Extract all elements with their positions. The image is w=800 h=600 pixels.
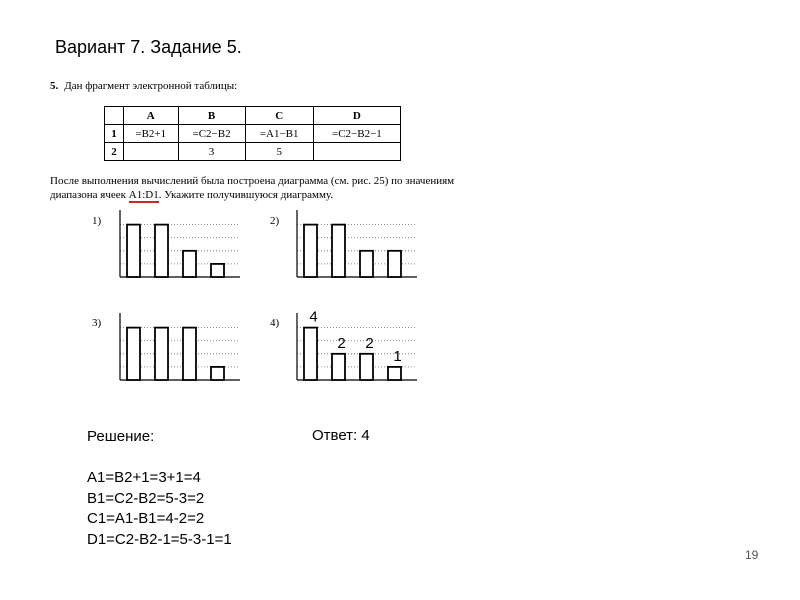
- solution-line-b1: B1=C2-B2=5-3=2: [87, 489, 205, 507]
- cell-c2: 5: [245, 143, 313, 161]
- chart-4-label: 4): [270, 317, 280, 329]
- chart-3-bar-b1: [155, 328, 168, 380]
- question-range: A1:D1: [128, 189, 159, 201]
- question-part-2: . Укажите получившуюся диаграмму.: [158, 189, 334, 201]
- solution-heading: Решение:: [87, 428, 155, 445]
- column-header-a: A: [124, 107, 179, 125]
- chart-3-bar-a1: [127, 328, 140, 380]
- chart-1-bar-c1: [183, 251, 196, 277]
- chart-1-bar-d1: [211, 264, 224, 277]
- chart-4-value-label: 2: [365, 334, 374, 352]
- chart-4-bar-a1: [304, 328, 317, 380]
- row-header-2: 2: [105, 143, 124, 161]
- chart-4-value-label: 1: [393, 347, 402, 365]
- chart-2-bar-b1: [332, 225, 345, 277]
- chart-4-value-label: 2: [337, 334, 346, 352]
- column-header-c: C: [245, 107, 313, 125]
- chart-4-bar-b1: [332, 354, 345, 380]
- chart-4-bar-c1: [360, 354, 373, 380]
- solution-spacer: [87, 448, 232, 469]
- question-part-1: После выполнения вычислений была построена диаграмма (см. рис. 25) по значениям диапазона ячеек: [50, 175, 455, 201]
- chart-2-bar-c1: [360, 251, 373, 277]
- cell-b2: 3: [178, 143, 245, 161]
- solution-line-c1: C1=A1-B1=4-2=2: [87, 510, 205, 527]
- cell-c1: =A1−B1: [245, 125, 313, 143]
- cell-b1: =C2−B2: [178, 125, 245, 143]
- solution-line-d1: D1=C2-B2-1=5-3-1=1: [87, 530, 232, 548]
- chart-1-bar-a1: [127, 225, 140, 277]
- task-intro-text: Дан фрагмент электронной таблицы:: [64, 80, 238, 92]
- chart-4-bar-d1: [388, 367, 401, 380]
- cell-a1: =B2+1: [124, 125, 179, 143]
- chart-3-bar-d1: [211, 367, 224, 380]
- chart-3-bar-c1: [183, 328, 196, 380]
- chart-2-bar-a1: [304, 225, 317, 277]
- row-header-1: 1: [105, 125, 124, 143]
- column-header-d: D: [313, 107, 400, 125]
- chart-2-label: 2): [270, 215, 280, 227]
- chart-1-label: 1): [92, 215, 102, 227]
- solution-line-a1: A1=B2+1=3+1=4: [87, 469, 201, 486]
- solution-block: [87, 427, 232, 550]
- column-header-b: B: [178, 107, 245, 125]
- page-number: 19: [745, 548, 759, 562]
- chart-2-bar-d1: [388, 251, 401, 277]
- task-number: 5.: [50, 80, 59, 92]
- chart-3-label: 3): [92, 317, 102, 329]
- chart-1-bar-b1: [155, 225, 168, 277]
- cell-d1: =C2−B2−1: [313, 125, 400, 143]
- chart-4-value-label: 4: [309, 308, 318, 326]
- slide-title: Вариант 7. Задание 5.: [55, 37, 242, 57]
- answer-text: Ответ: 4: [312, 427, 370, 444]
